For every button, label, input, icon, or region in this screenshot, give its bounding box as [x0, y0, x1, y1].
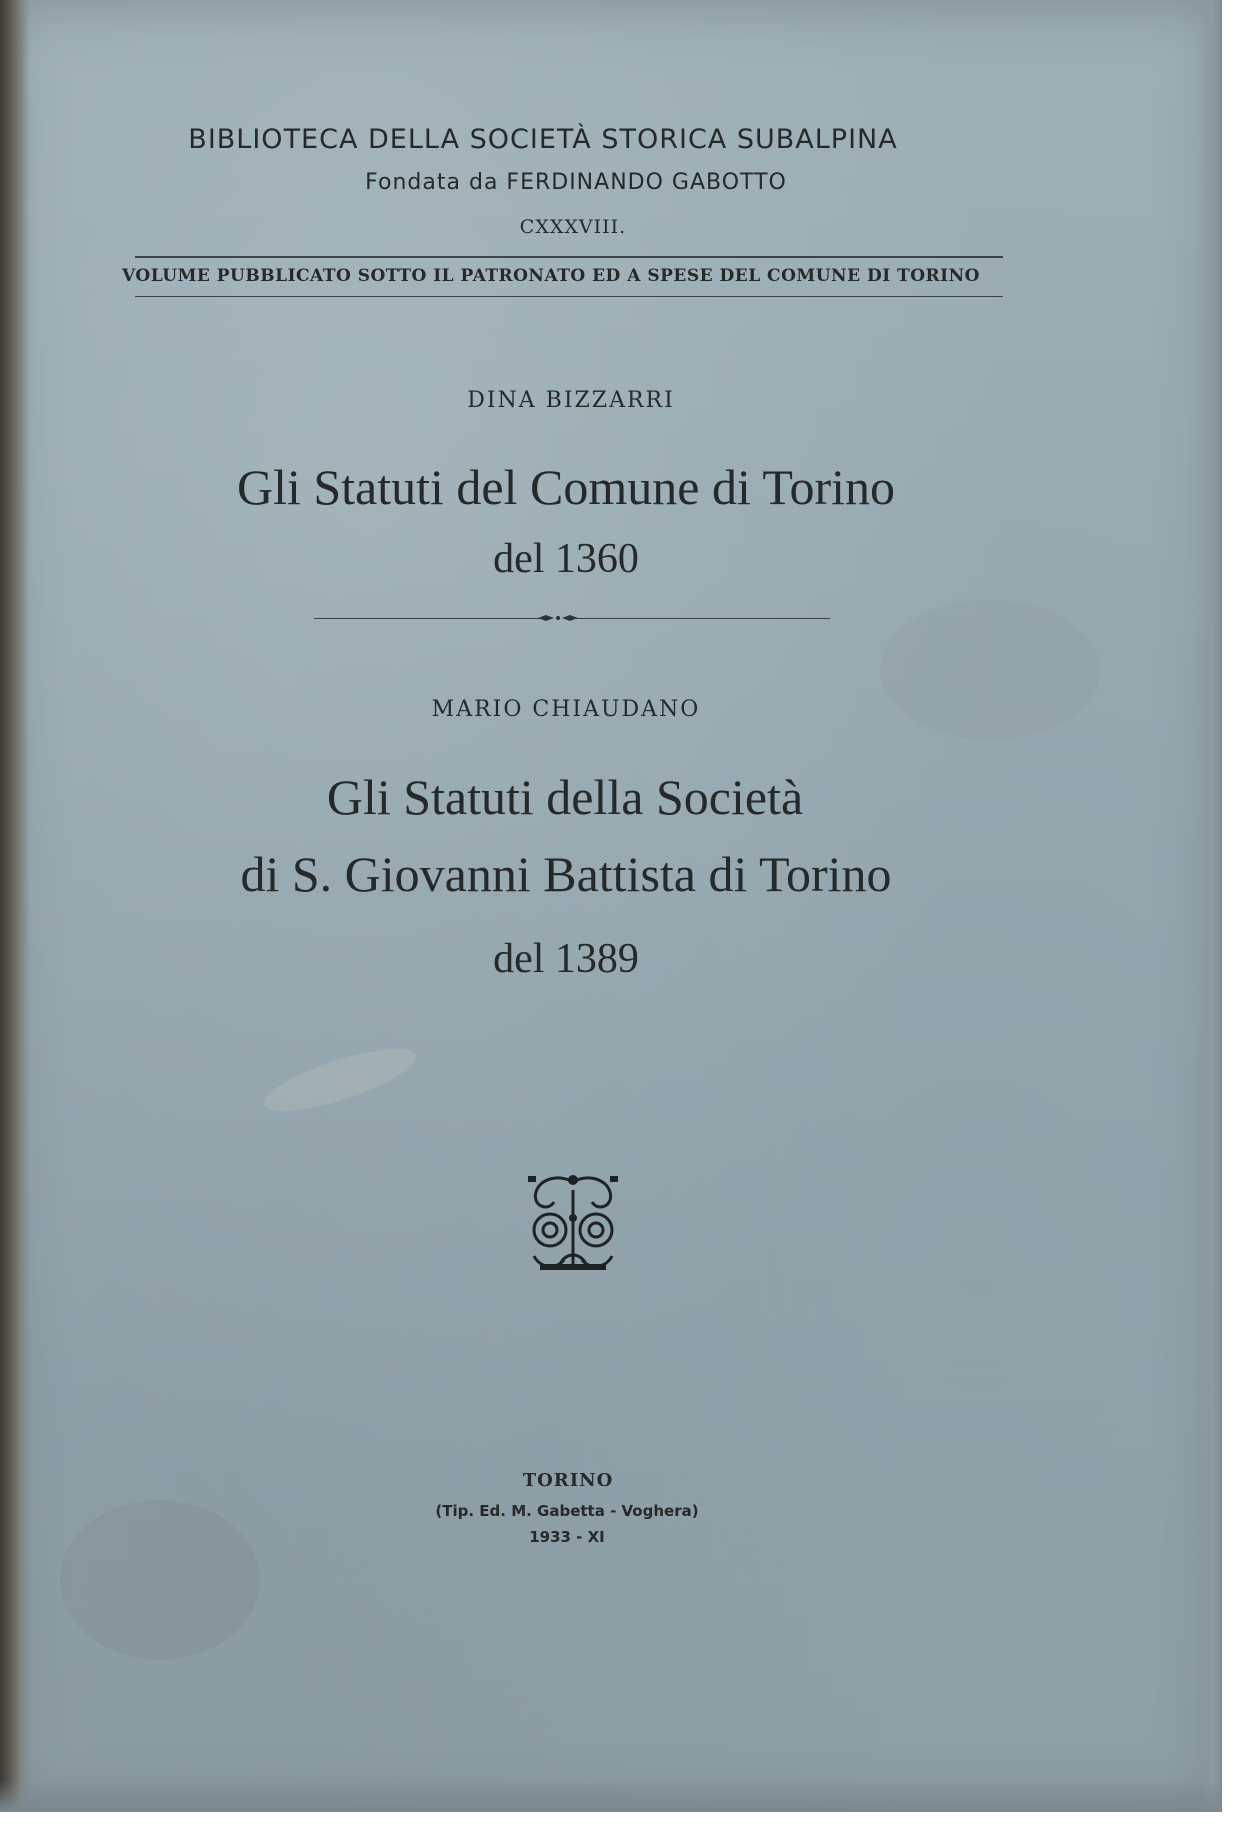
cover-right-edge: [1200, 0, 1222, 1812]
rule-top: [135, 256, 1003, 258]
title-2-line-1: Gli Statuti della Società: [326, 769, 804, 825]
rule-bottom: [135, 296, 1003, 297]
printer-ornament-icon: [520, 1172, 626, 1276]
patronage-line: VOLUME PUBBLICATO SOTTO IL PATRONATO ED A SPESE DEL COMUNE DI TORINO: [122, 266, 980, 286]
imprint-year: 1933 - XI: [529, 1528, 605, 1546]
founder-line: Fondata da FERDINANDO GABOTTO: [365, 170, 787, 195]
divider-ornament-icon: [538, 613, 578, 623]
paper-stain: [60, 1500, 260, 1660]
series-title: BIBLIOTECA DELLA SOCIETÀ STORICA SUBALPINA: [188, 124, 898, 155]
title-1: Gli Statuti del Comune di Torino: [236, 459, 896, 515]
author-2: MARIO CHIAUDANO: [431, 697, 701, 722]
volume-number: CXXXVIII.: [519, 216, 627, 238]
paper-stain: [258, 1036, 423, 1123]
divider-rule-right: [574, 618, 830, 619]
divider-rule-left: [314, 618, 542, 619]
imprint-city: TORINO: [522, 1470, 614, 1491]
title-2-line-2: di S. Giovanni Battista di Torino: [240, 846, 892, 902]
title-2-year: del 1389: [493, 936, 639, 982]
imprint-printer: (Tip. Ed. M. Gabetta - Voghera): [435, 1502, 699, 1520]
author-1: DINA BIZZARRI: [467, 388, 675, 413]
title-1-year: del 1360: [493, 536, 639, 582]
cover-bottom-edge: [0, 1780, 1222, 1812]
